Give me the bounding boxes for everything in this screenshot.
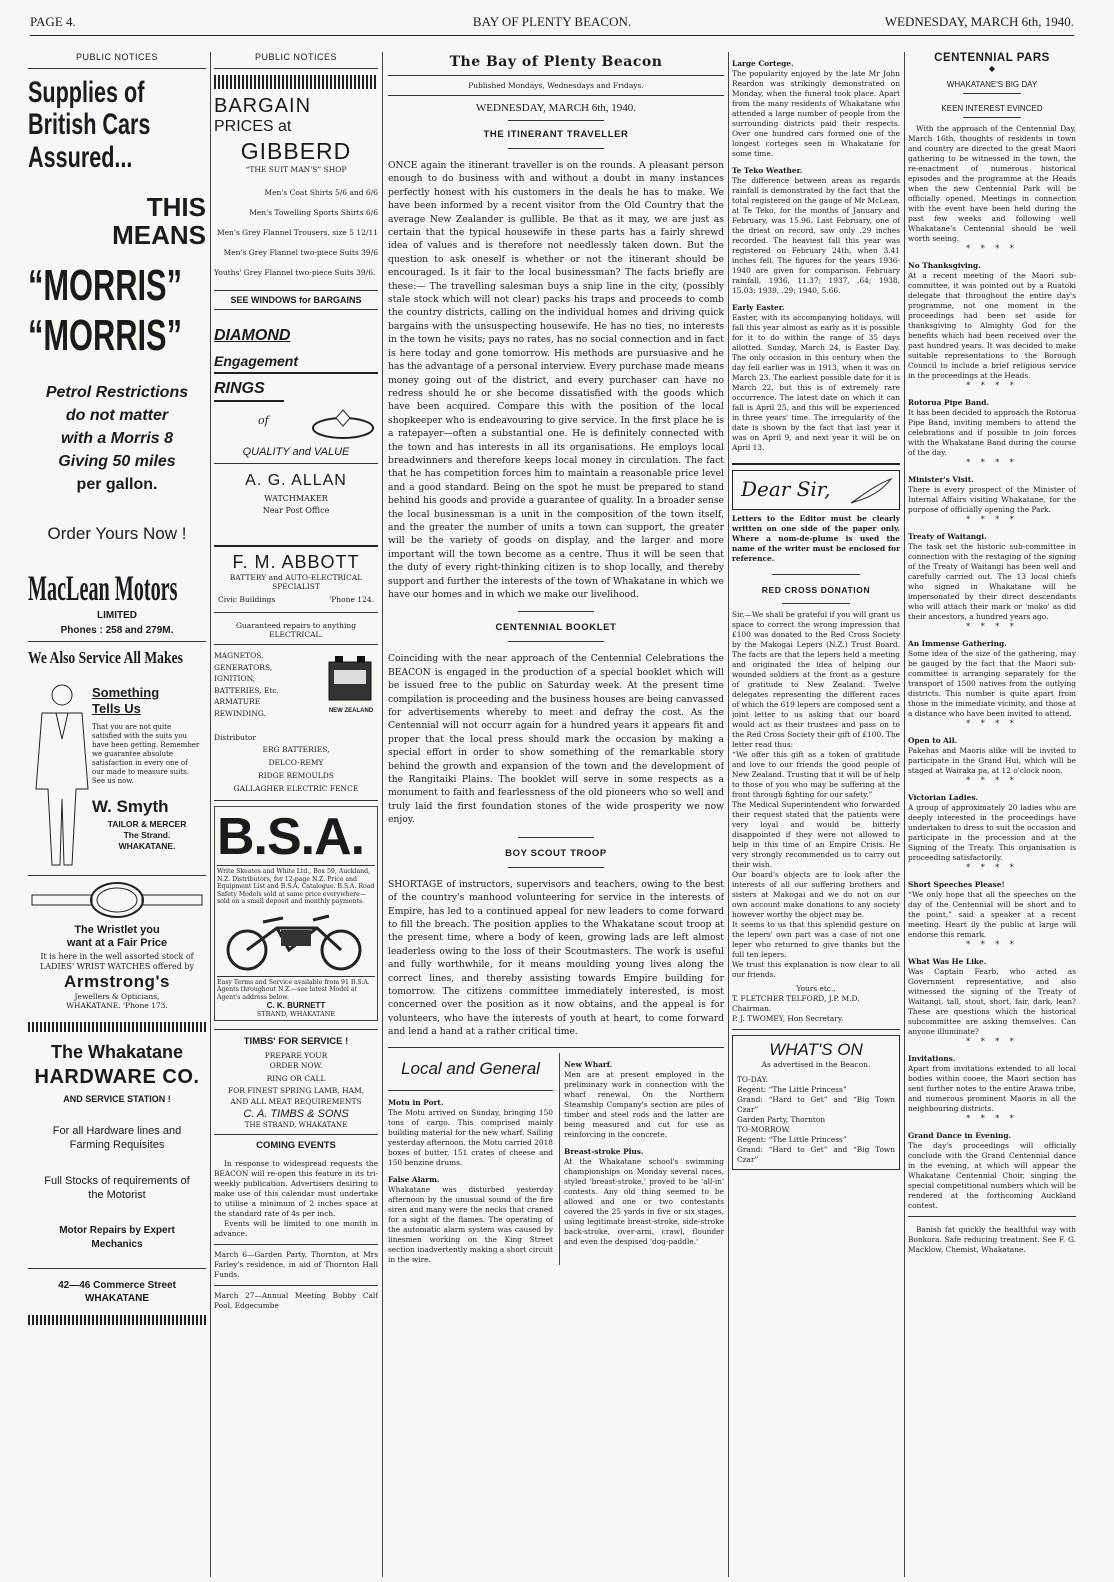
business-name: C. A. TIMBS & SONS xyxy=(243,1108,349,1120)
page-number: PAGE 4. xyxy=(30,14,76,29)
subheading: No Thanksgiving. xyxy=(908,261,981,270)
ad-headline: Supplies of xyxy=(28,76,145,109)
ad-text: ORDER NOW. xyxy=(269,1061,323,1070)
ad-headline: Engagement xyxy=(214,350,378,374)
section-title: COMING EVENTS xyxy=(256,1140,336,1151)
subheading: Short Speeches Please! xyxy=(908,880,1005,889)
listing: Grand: “Hard to Get” and “Big Town Czar” xyxy=(737,1095,895,1114)
ad-text: AND ALL MEAT REQUIREMENTS xyxy=(230,1097,362,1106)
ad-text: PREPARE YOUR xyxy=(264,1051,328,1060)
decorative-border xyxy=(28,1315,206,1325)
ad-text: BATTERY and AUTO-ELECTRICAL SPECIALIST xyxy=(229,573,363,591)
column-4 xyxy=(732,52,900,1577)
separator: * * * * xyxy=(966,458,1018,467)
paragraph: Was Captain Fearb, who acted as Government representative, and also witnessed the signing of the Treaty of Waitangi, tall, stout, short, fair, dark, lean? These are questions which the historical subcommittee are asking themselves. Can anyone illuminate? xyxy=(908,967,1076,1036)
ad-text: We Also Service All Makes xyxy=(28,648,183,667)
paragraph: Sir,—We shall be grateful if you will grant us space to correct the wrong impression that £100 was donated to the Red Cross Society by the Makogai Lepers (N.Z.) Trust Board. The facts are that the lepers held a meeting and originated the idea of helping our wounded soldiers at the front as a gesture of gratitude to New Zealand. Twelve delegates representing the different races of which the 619 lepers are composed sent a joint letter to us asking that our board would act as their trustees and pass on to the Red Cross Society their gift of £100. The letter read thus: xyxy=(732,610,900,749)
ad-text: STRAND, WHAKATANE xyxy=(256,1010,336,1018)
subheading: False Alarm. xyxy=(388,1174,440,1184)
ad-text: WATCHMAKER xyxy=(264,494,328,503)
ad-text: Guaranteed repairs to anything ELECTRICAL. xyxy=(235,621,357,639)
brand-item: ERG BATTERIES, xyxy=(262,745,330,754)
ad-text: SEE WINDOWS for BARGAINS xyxy=(214,290,378,310)
tailor-name: W. Smyth xyxy=(92,797,169,816)
article-body: ONCE again the itinerant traveller is on the rounds. A pleasant person enough to do business with and without a doubt in many instances perfectly honest with his customers in the deals he has to make. We have been informed by a recent visitor from the Old Country that the average New Zealander is gullible. Be that as it may, we are just as certain that the typical housewife in these parts has a fairly shrewd idea of values and is therefore not needlessly taken down. But the question to ask oneself is whether or not the itinerant should be encouraged. Is it fair to the local businessman? The facts briefly are these:— The travelling salesman buys a snip line in the city, (possibly stale stock which will not clear) packs his traps and proceeds to comb the country districts, calling on the individual homes and driving quick bargains with the unsuspecting housewife. He has no ties, no interests in the town he visits; pays no rates, has no social connection and in fact is here today and gone tomorrow. His methods are pursuasive and he has the advantage of a personal interview. Every purchase made means money going out of the district, and every purchaser can have no redress should he or she become dissatisfied with the goods which have been acquired. Compare this with the position of the local shopkeeper who is endeavouring to give service. In the first place he is a ratepayer—often a substantial one. He is definitely connected with the town and has interests in all its organisations. He employs local breadwinners and therefore keeps local money in circulation. The fact that he has competition forces him to maintain a reasonable price level and a good standard. Being on the spot he must be prepared to stand behind his goods and provide a guarantee of quality. In a broader sense the local businessman is a unit in the composition of the town itself, and the greater the number of units a town can support, the greater will be the variety of goods on display, and the larger and more important will the town become as a centre. Thus it will be seen that the duty of every right-thinking citizen is to shop locally, and thereby support and further the interests of the town of Whakatane in which we have our homes and in which we make our livelihood. xyxy=(388,160,724,600)
paragraph: Apart from invitations extended to all local bodies within cooee, the Maori section has sent further notes to the entire Arawa tribe, and numerous prominent Maoris in all the neighbouring districts. xyxy=(908,1064,1076,1113)
letters-to-editor xyxy=(732,470,900,1024)
price-item: Men's Coat Shirts 5/6 and 6/6 xyxy=(264,188,378,197)
column-rule xyxy=(210,52,211,1577)
subheading: Breast-stroke Plus. xyxy=(564,1146,644,1156)
address: WHAKATANE xyxy=(84,1293,150,1304)
service-item: MAGNETOS, xyxy=(214,651,264,660)
wristwatch-icon xyxy=(28,880,206,920)
decorative-border xyxy=(214,75,378,89)
ad-headline: PRICES at xyxy=(214,118,292,135)
brand-item: DELCO-REMY xyxy=(268,758,324,767)
separator: * * * * xyxy=(966,244,1018,253)
ad-text: As advertised in the Beacon. xyxy=(761,1060,871,1069)
listing: Grand: “Hard to Get” and “Big Town Czar” xyxy=(737,1145,895,1164)
man-in-suit-illustration xyxy=(28,679,96,869)
brand-name: “MORRIS” xyxy=(28,261,182,310)
subheading: Grand Dance in Evening. xyxy=(908,1131,1012,1140)
decorative-border xyxy=(28,1022,206,1032)
subheading: An Immense Gathering. xyxy=(908,639,1007,648)
paragraph: In response to widespread requests the BEACON will re-open this feature in its tri-weekly publication. Advertisers desiring to make use of this calendar must undertake to utilise a minimum of 2 inches space at the standard rate of 4s per inch. xyxy=(214,1159,378,1218)
ad-text: WHAKATANE. xyxy=(118,841,176,851)
issue-date: WEDNESDAY, MARCH 6th, 1940. xyxy=(884,14,1074,29)
brand-item: RIDGE REMOULDS xyxy=(258,771,334,780)
separator: * * * * xyxy=(966,776,1018,785)
quill-pen-icon xyxy=(849,477,893,505)
ad-text: with a Morris 8 xyxy=(60,430,174,447)
event-item: March 6—Garden Party, Thornton, at Mrs Farley's residence, in aid of Thornton Hall Funds. xyxy=(214,1250,378,1279)
abbott-advert xyxy=(214,552,378,795)
service-item: ARMATURE xyxy=(214,697,261,706)
brand-name: “MORRIS” xyxy=(28,311,182,360)
local-and-general xyxy=(388,1053,724,1265)
ad-text: Giving 50 miles xyxy=(58,453,176,470)
paragraph: The Motu arrived on Sunday, bringing 150 tons of cargo. This comprised mainly building material for the new wharf. Sailing yesterday afternoon, the Motu carried 2018 boxes of butter, 151 crates of cheese and 150 benzine drums. xyxy=(388,1107,553,1167)
article-title: THE ITINERANT TRAVELLER xyxy=(483,129,629,140)
paragraph: Whakatane was disturbed yesterday afternoon by the unusual sound of the fire siren and many were the necks that craned for a sight of the flames. The operating of the automatic alarm system was caused by linesmen working on the King Street section inadvertently making a short circuit in the wire. xyxy=(388,1184,553,1264)
paragraph: The popularity enjoyed by the late Mr John Reardon was strikingly demonstrated on Monday, when the funeral took place. Apart from the many residents of Whakatane who attended a large number of people from the surrounding districts paid their respects. Over one hundred cars formed one of the longest corteges seen in Whakatane for some time. xyxy=(732,69,900,158)
ad-headline: The Wristlet you xyxy=(74,924,160,936)
ad-headline: BARGAIN xyxy=(214,95,312,117)
bsa-advert xyxy=(214,806,378,1021)
publication-schedule: Published Mondays, Wednesdays and Fridays. xyxy=(468,81,644,90)
separator: * * * * xyxy=(966,622,1018,631)
diamond-ring-icon xyxy=(308,406,378,442)
ad-headline: THIS xyxy=(146,192,206,222)
ad-text: THE STRAND, WHAKATANE xyxy=(244,1121,348,1129)
classified-ad: Banish fat quickly the healthful way with Bonkora. Safe reducing treatment. See F. G. Macklow, Chemist, Whakatane. xyxy=(908,1225,1076,1254)
phone-numbers: Phones : 258 and 279M. xyxy=(60,625,174,636)
morris-advert xyxy=(28,77,206,669)
ad-text: of xyxy=(258,414,269,427)
paragraph: At a recent meeting of the Maori sub-committee, it was pointed out by a Ruatoki delegate that throughout the entire day's programme, not one moment in the proceedings had been set aside for thanksgiving to Almighty God for the benefits which had been received over the past hundred years. It was decided to make suitable representations to the Borough Council to include a brief religious service in the proceedings at the Heads. xyxy=(908,271,1076,380)
editorial-itinerant-traveller xyxy=(388,129,724,601)
ad-text: Jewellers & Opticians, xyxy=(74,992,160,1001)
subheading: New Wharf. xyxy=(564,1059,613,1069)
price-item: Men's Grey Flannel two-piece Suits 39/6 xyxy=(223,248,378,257)
brand-logo: B.S.A. xyxy=(217,808,365,866)
event-item: March 27—Annual Meeting Bobby Calf Pool, Edgecumbe xyxy=(214,1291,378,1310)
masthead xyxy=(30,10,1074,36)
price-item: Men's Towelling Sports Shirts 6/6 xyxy=(249,208,378,217)
ad-text: Write Skeates and White Ltd., Box 59, Auckland, N.Z. Distributors, for 12-page N.Z. Price and Equipment List and B.S.A. Catalogue. B.S.A. Road Safety Models sold at same price everywhere—sold on a small deposit and monthly payments. xyxy=(217,865,375,906)
subheading: Motu in Port. xyxy=(388,1097,444,1107)
price-item: Men's Grey Flannel Trousers, size 5 12/11 xyxy=(216,228,378,237)
gibberd-advert xyxy=(214,95,378,310)
ad-text: The Strand. xyxy=(123,830,171,840)
ad-text: FOR FINEST SPRING LAMB, HAM, xyxy=(227,1086,365,1095)
subheading: Victorian Ladies. xyxy=(908,793,979,802)
signature: P. J. TWOMEY, Hon Secretary. xyxy=(732,1014,844,1023)
hardware-advert xyxy=(28,1040,206,1325)
listing: Garden Party, Thornton xyxy=(737,1115,826,1124)
paragraph: “We only hope that all the speeches on the day of the Centennial will be short and to the point,” said a speaker at a recent meeting. Heart ily the public at large will endorse this remark. xyxy=(908,890,1076,939)
paragraph: At the Whakatane school's swimming championships on Monday several races, styled 'breast-stroke,' proved to be 'all-in' contests. Any old thing seemed to be allowed and one or two contestants covered the 25 yards in five or six stages, using legitimate breast-stroke, side-stroke back-stroke, over-arm, crawl, flounder and even the despised 'dog-paddle.' xyxy=(564,1156,724,1246)
subheading: Large Cortege. xyxy=(732,59,794,68)
listing: Regent: “The Little Princess” xyxy=(737,1085,847,1094)
ad-text: do not matter xyxy=(65,407,169,424)
ad-text: Easy Terms and Service available from 91 B.S.A. Agents throughout N.Z.—see latest Model at Agent's address below. xyxy=(217,976,375,1002)
paragraph: The day's proceedings will officially conclude with the Grand Centennial dance in the evening, at which will appear the Whakatane Centennial Choir, singing the special competitional numbers which will be rendered at the forthcoming Auckland contest. xyxy=(908,1141,1076,1210)
listing: Regent: “The Little Princess” xyxy=(737,1135,847,1144)
paragraph: Our board's objects are to look after the interests of all our suffering brothers and sisters at Makogai and we do not on our own account make donations to any society however worthy the object may be. xyxy=(732,870,900,919)
jeweller-name: A. G. ALLAN xyxy=(245,472,347,489)
coming-events xyxy=(214,1140,378,1311)
ad-headline: HARDWARE CO. xyxy=(34,1066,200,1088)
column-rule xyxy=(728,52,729,1577)
section-title: Local and General xyxy=(401,1058,540,1078)
ad-headline: MEANS xyxy=(112,220,206,250)
ad-text: NEW ZEALAND xyxy=(328,708,374,714)
paragraph: Pakehas and Maoris alike will be invited to participate in the Grand Hui, which will be staged at Wairaka pa, at 12 o'clock noon. xyxy=(908,746,1076,775)
whats-on xyxy=(732,1035,900,1170)
paragraph: It seems to us that this splendid gesture on the lepers' own part was a case of not one leper who returned to give thanks but the full ten lepers. xyxy=(732,920,900,959)
paragraph: Men are at present employed in the preliminary work in connection with the wharf renewal. On the Northern Steamship Company's section are piles of timber and steel rods and the latter are being measured and cut for use as reinforcing in the concrete. xyxy=(564,1069,724,1139)
signature: T. FLETCHER TELFORD, J.P. M.D. Chairman. xyxy=(732,994,860,1013)
paragraph: The task set the historic sub-committee in connection with the restaging of the signing of the Treaty of Waitangi has been well and carefully carried out. The 13 local chiefs who signed in Whakatane will be impersonated by their direct descendants who will attach their mark or 'moko' as did their ancestors, a hundred years ago. xyxy=(908,542,1076,621)
column-1 xyxy=(28,52,206,1577)
ad-text: For all Hardware lines and Farming Requisites xyxy=(52,1125,182,1151)
subheading: Invitations. xyxy=(908,1054,956,1063)
ad-text: It is here in the well assorted stock of LADIES' WRIST WATCHES offered by xyxy=(39,952,195,971)
address: 42—46 Commerce Street xyxy=(58,1280,176,1291)
subheading: Treaty of Waitangi. xyxy=(908,532,987,541)
paragraph: There is every prospect of the Minister of Internal Affairs visiting Whakatane, for the purpose of officially opening the Park. xyxy=(908,485,1076,514)
separator: * * * * xyxy=(966,515,1018,524)
motorcycle-illustration xyxy=(217,906,373,972)
ad-text: TAILOR & MERCER xyxy=(107,819,187,829)
subheading: WHAKATANE'S BIG DAY xyxy=(946,80,1038,89)
ad-text: LIMITED xyxy=(97,610,137,621)
subheading: Rotorua Pipe Band. xyxy=(908,398,990,407)
paragraph: Easter, with its accompanying holidays, will fall this year almost as early as it is possible for it to do within the range of 35 days allotted. Sunday, March 24, is Easter Day. The only occasion in this century when the day fell earlier was in 1913, when it was on March 23. The earliest possible date for it is March 22, but this is of extremely rare occurrence. The latest date on which it can fall is April 25, and this will be experienced in three years' time. The irregularity of the date is shown by the fact that last year it was on April 9, and next year it will be on April 13. xyxy=(732,313,900,452)
article-body: SHORTAGE of instructors, supervisors and teachers, owing to the best of the country's manhood volunteering for service in the interests of Empire, has led to a continued appeal for new leaders to come forward to fill the breach. The position applies to the Whakatane scout troop at the present time, where a body of keen, growing lads are left almost leaderless owing to the loss of their Scoutmasters. The work is useful and fully worthwhile, for it means moulding young lives along the correct lines, and thereby assisting towards Empire building for tomorrow. The citizens committee immediately interested, is most concerned over the position as it now obtains, and the appeal is for volunteers, who have the interests of youth at heart, to come forward and lend a hand at a rather critical time. xyxy=(388,878,724,1038)
ad-text: AND SERVICE STATION ! xyxy=(63,1094,171,1104)
section-title: WHAT'S ON xyxy=(769,1040,863,1059)
ad-text: Petrol Restrictions xyxy=(45,384,189,401)
subheading: Minister's Visit. xyxy=(908,475,974,484)
ad-text: Motor Repairs by Expert Mechanics xyxy=(59,1225,175,1250)
paragraph: The difference between areas as regards rainfall is demonstrated by the fact that the total registered on the gauge of Mr McLean, at Te Teko, for the months of January and February, was 15.96. Last February, one of the driest on record, saw only .29 inches recorded. The heaviest fall this year was registered on February 24th, when 3.41 inches fell. The figures for the years 1936-1940 are given for comparison. February rainfall, 1936, 11.37; 1937, .64; 1938, 15.03; 1939, .29; 1940, 5.66. xyxy=(732,176,900,295)
service-item: BATTERIES, Etc. xyxy=(214,685,279,695)
ad-headline: TIMBS' FOR SERVICE ! xyxy=(243,1036,349,1047)
section-header: PUBLIC NOTICES xyxy=(254,52,337,62)
column-rule xyxy=(382,52,383,1577)
separator: * * * * xyxy=(966,1114,1018,1123)
issue-date: WEDNESDAY, MARCH 6th, 1940. xyxy=(475,102,637,114)
phone-number: 'Phone 124. xyxy=(329,595,374,604)
editorial-boy-scout-troop xyxy=(388,848,724,1039)
timbs-advert xyxy=(214,1029,378,1129)
ad-text: RING OR CALL xyxy=(266,1074,326,1083)
column-2 xyxy=(214,52,378,1577)
separator: * * * * xyxy=(966,381,1018,390)
separator: * * * * xyxy=(966,863,1018,872)
subheading: KEEN INTEREST EVINCED xyxy=(941,104,1043,113)
ad-headline: Something xyxy=(92,685,160,700)
section-title: CENTENNIAL PARS xyxy=(934,52,1050,64)
ad-text: WHAKATANE. 'Phone 173. xyxy=(66,1001,168,1010)
subheading: Te Teko Weather. xyxy=(732,166,803,175)
business-name: F. M. ABBOTT xyxy=(232,552,360,572)
ad-headline: British Cars xyxy=(28,108,151,141)
ad-text: per gallon. xyxy=(76,476,158,493)
ad-headline: Tells Us xyxy=(92,701,141,716)
paragraph: “We offer this gift as a token of gratitude and love to our friends the good people of New Zealand. Trusting that it will be of help to those of you who may be suffering at the front through fighting for our safety.” xyxy=(732,750,900,799)
article-body: Coinciding with the near approach of the Centennial Celebrations the BEACON is engaged in the production of a special booklet which will be issued free to the public on Saturday week. At the present time compilation is proceeding and the business houses are being canvassed for advertisements whereby to meet and defray the cost. As the Centennial will not occurr again for a hundred years it appears fit and proper that the local press should mark the occasion by making a special effort in order to show something of the remarkable story behind the growth and expansion of the town and the development of the Rangitaiki Plains. The booklet will serve in some respects as a monument to faith and fearlessness of the old pioneers who so well and truly laid the first foundation stones of the wide prosperity we now enjoy. xyxy=(388,653,724,826)
service-item: GENERATORS, xyxy=(214,662,273,672)
paragraph: It has been decided to approach the Rotorua Pipe Band, inviting members to attend the celebrations and if possible to join forces with the Whakatane Band during the course of the day. xyxy=(908,408,1076,457)
ad-headline: The Whakatane xyxy=(50,1042,184,1062)
price-item: Youths' Grey Flannel two-piece Suits 39/6. xyxy=(214,268,376,277)
ad-text: That you are not quite satisfied with the suits you have been getting. Remember we guarantee absolute satisfaction in every one of our made to measure suits. See us now. xyxy=(92,723,200,785)
paragraph: The Medical Superintendent who forwarded their request stated that the patients were very loyal and would be bitterly disappointed if they were not allowed to help in this time of an Empire Crisis. He very strongly recommended us to carry out their wish. xyxy=(732,800,900,869)
agent-name: C. K. BURNETT xyxy=(266,1001,326,1010)
ad-text: QUALITY and VALUE xyxy=(242,446,350,458)
brand-item: GALLAGHER ELECTRIC FENCE xyxy=(233,784,359,793)
ad-text: Distributor xyxy=(214,733,257,742)
column-5: CENTENNIAL PARS ◆ WHAKATANE'S BIG DAY KEEN INTEREST EVINCED With the approach of the Centennial Day, March 16th, thoughts of residents in town and country are directed to the great Maori gathering to be witnessed in the town, the re-enactment of numerous historical episodes and the programme at the Heads when the new Centennial Park will be officially opened. Meetings in connection with the event have been held during the past few weeks and following well Whakatane's Centennial should be well worth seeing. * * * * No Thanksgiving. At a recent meeting of the Maori sub-committee, it was pointed out by a Ruatoki delegate that throughout the entire day's programme, not one moment in the proceedings had been set aside for thanksgiving to Almighty God for the benefits which had been received over the past hundred years. It was decided to make suitable representations to the Borough Council to include a brief religious service in the proceedings at the Heads. * * * * Rotorua Pipe Band. It has been decided to approach the Rotorua Pipe Band, inviting members to attend the celebrations and if possible to join forces with the Whakatane Band during the course of the day. * * * * Minister's Visit. There is every prospect of the Minister of Internal Affairs visiting Whakatane, for the purpose of officially opening the Park. * * * * Treaty of Waitangi. The task set the historic sub-committee in connection with the restaging of the signing of the Treaty of Waitangi has been well and carefully carried out. The 13 local chiefs who signed in Whakatane will be impersonated by their direct descendants who will attach their mark or 'moko' as did their ancestors, a hundred years ago. * * * * An Immense Gathering. Some idea of the size of the gathering, may be gauged by the fact that the Maori sub-committee is arranging separately for the transport of 1500 natives from the outlying districts. This number is quite apart from those in the immediate vicinity, and those at a distance who have been invited to attend. * * * * Open to All. Pakehas and Maoris alike will be invited to participate in the Grand Hui, which will be staged at Wairaka pa, at 12 o'clock noon. * * * * Victorian Ladies. A group of approximately 20 ladies who are deeply interested in the proceedings have undertaken to dress to suit the occasion and participate in the procession and at the Signing of the Treaty. This organisation is proceeding satisfactorily. * * * * Short Speeches Please! “We only hope that all the speeches on the day of the Centennial will be short and to the point,” said a speaker at a recent meeting. Heart ily the public at large will endorse this remark. * * * * What Was He Like. Was Captain Fearb, who acted as Government representative, and also witnessed the signing of the Treaty of Waitangi, tall, stout, short, fair, dark, lean? These are questions which the historical subcommittee are asking themselves. Can anyone illuminate? * * * * Invitations. Apart from invitations extended to all local bodies within cooee, the Maori section has sent further notes to the entire Arawa tribe, and numerous prominent Maoris in all the neighbouring districts. * * * * Grand Dance in Evening. The day's proceedings will officially conclude with the Grand Centennial dance in the evening, at which will appear the Whakatane Centennial Choir, singing the special competitional numbers which will be rendered at the forthcoming Auckland contest. Banish fat quickly the healthful way with Bonkora. Safe reducing treatment. See F. G. Macklow, Chemist, Whakatane. xyxy=(908,52,1076,1254)
article-title: RED CROSS DONATION xyxy=(761,585,871,595)
editorial-centennial-booklet xyxy=(388,622,724,826)
paragraph: With the approach of the Centennial Day, March 16th, thoughts of residents in town and country are directed to the great Maori gathering to be witnessed in the town, the re-enactment of numerous historical episodes and the programme at the Heads when the new Centennial Park will be officially opened. Meetings in connection with the event have been held during the past few weeks and following well Whakatane's Centennial should be well worth seeing. xyxy=(908,124,1076,243)
ad-headline: Assured... xyxy=(28,141,133,174)
service-item: IGNITION, xyxy=(214,674,256,683)
paragraph: Events will be limited to one month in advance. xyxy=(214,1219,378,1238)
listing: TO-MORROW. xyxy=(737,1125,791,1134)
ad-text: “THE SUIT MAN'S” SHOP xyxy=(245,165,347,174)
listing: TO-DAY. xyxy=(737,1075,768,1084)
ad-text: Near Post Office xyxy=(262,506,330,515)
smyth-advert xyxy=(28,679,206,869)
battery-icon xyxy=(326,652,374,704)
separator: * * * * xyxy=(966,1037,1018,1046)
section-header: PUBLIC NOTICES xyxy=(75,52,158,62)
subheading: Early Easter. xyxy=(732,303,785,312)
signoff: Yours etc., xyxy=(796,984,836,993)
subheading: Open to All. xyxy=(908,736,958,745)
article-title: CENTENNIAL BOOKLET xyxy=(495,622,617,634)
column-3 xyxy=(388,52,724,1577)
separator: * * * * xyxy=(966,719,1018,728)
column-rule xyxy=(904,52,905,1577)
dear-sir-heading: Dear Sir, xyxy=(741,477,831,501)
paragraph: Some idea of the size of the gathering, may be gauged by the fact that the Maori sub-committee is arranging separately for the transport of 1500 natives from the outlying districts. This number is quite apart from those in the immediate vicinity, and those at a distance who have been invited to attend. xyxy=(908,649,1076,718)
service-item: REWINDING. xyxy=(214,708,267,718)
article-title: BOY SCOUT TROOP xyxy=(505,847,607,859)
newspaper-flag: The Bay of Plenty Beacon xyxy=(449,54,663,70)
subheading: What Was He Like. xyxy=(908,957,987,966)
editor-note: Letters to the Editor must be clearly written on one side of the paper only. Where a nom-de-plume is used the name of the writer must be enclosed for reference. xyxy=(732,514,900,563)
shop-name: GIBBERD xyxy=(240,138,352,164)
ad-headline: DIAMOND xyxy=(214,327,291,344)
paragraph: We trust this explanation is now clear to all our friends. xyxy=(732,960,900,979)
jeweller-name: Armstrong's xyxy=(64,972,170,991)
allan-advert xyxy=(214,326,378,515)
separator: * * * * xyxy=(966,940,1018,949)
ad-text: Order Yours Now ! xyxy=(47,524,187,543)
wristlet-advert xyxy=(28,875,206,1010)
ad-headline: RINGS xyxy=(214,378,284,402)
paper-name: BAY OF PLENTY BEACON. xyxy=(472,14,632,29)
ad-text: Full Stocks of requirements of the Motorist xyxy=(44,1175,190,1201)
dealer-name: MacLean Motors xyxy=(28,568,178,608)
paragraph: A group of approximately 20 ladies who are deeply interested in the proceedings have undertaken to dress to suit the occasion and participate in the procession and at the Signing of the Treaty. This organisation is proceeding satisfactorily. xyxy=(908,803,1076,862)
ad-text: Civic Buildings xyxy=(218,595,276,604)
ad-headline: want at a Fair Price xyxy=(66,937,168,949)
